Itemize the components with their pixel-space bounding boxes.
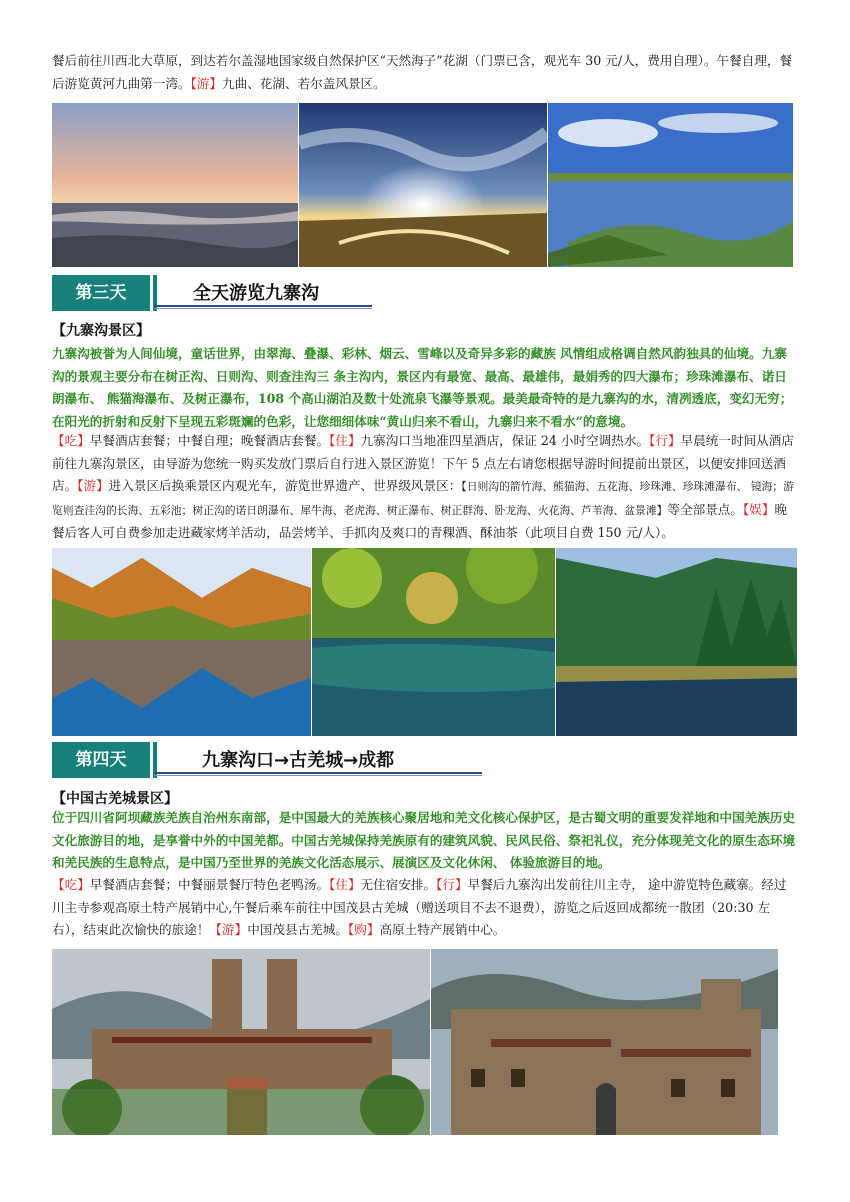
day3-go-text: 早晨统一时间从酒店前往九寨沟景区，由导游为您统一购买发放门票后自行进入景区游览！下午 5 点左右请您根据导游时间提前出景区，以便安排回送酒店。 [52,433,794,494]
day4-title-underline-thin [154,775,482,776]
day3-fun-text: 晚餐后客人可自费参加走进藏家烤羊活动，品尝烤羊、手抓肉及爽口的青稞酒、酥油茶（此项目自费 150 元/人）。 [52,501,788,541]
tag-stay: 【住】 [329,433,361,448]
day4-title: 九寨沟口→古羌城→成都 [202,750,395,771]
day3-title-underline [154,305,372,307]
day3-eat-text: 早餐酒店套餐；中餐自理；晚餐酒店套餐。 [89,433,330,448]
day3-title-underline-thin [154,308,372,309]
tag-tour: 【游】 [209,922,248,938]
tag-stay: 【住】 [329,877,361,892]
photo-flower-lake [548,103,793,267]
day4-section-label: 【中国古羌城景区】 [52,791,178,807]
day4-title-underline [154,772,482,774]
intro-tour-text: 九曲、花湖、若尔盖风景区。 [222,75,386,91]
day3-title: 全天游览九寨沟 [193,283,319,304]
day4-go-text: 早餐后九寨沟出发前往川主寺， 途中游览特色藏寨。经过川主寺参观高原土特产展销中心,午餐后乘车前往中国茂县古羌城（赠送项目不去不退费），游览之后返回成都统一散团（20:30 左右），结束此次愉快的旅途！ [52,877,787,938]
intro-paragraph [52,50,798,95]
photo-qiang-city-gate [52,949,430,1135]
day4-eat-text: 早餐酒店套餐；中餐丽景餐厅特色老鸭汤。 [89,877,330,892]
photo-jiuzhaigou-green-water [312,548,555,736]
tag-buy: 【购】 [347,922,380,938]
day4-stay-text: 无住宿安排。 [360,877,437,892]
day4-itinerary [52,874,798,942]
photo-jiuzhaigou-forest-lake [556,548,797,736]
photo-grassland-sunset [52,103,298,267]
day3-section-label: 【九寨沟景区】 [52,323,150,339]
day3-label: 第三天 [52,275,150,311]
day3-tour-text: 进入景区后换乘景区内观光车，游览世界遗产、世界级风景区： [108,478,462,494]
intro-text: 餐后前往川西北大草原，到达若尔盖湿地国家级自然保护区“天然海子”花湖（门票已含，观光车 30 元/人，费用自理）。午餐自理，餐后游览黄河九曲第一湾。 [52,53,793,91]
tag-eat: 【吃】 [52,877,90,892]
day3-description: 九寨沟被誉为人间仙境，童话世界，由翠海、叠瀑、彩林、烟云、雪峰以及奇异多彩的藏族 风情组成格调自然风韵独具的仙境。九寨沟的景观主要分布在树正沟、日则沟、则查洼沟三 条主沟内，景区内有最宽、最高、最雄伟，最娟秀的四大瀑布；珍珠滩瀑布、诺日朗瀑布、 熊猫海瀑布、及树正瀑布，108 个高山湖泊及数十处流泉飞瀑等景观。最美最奇特的是九寨沟的水，清冽透底，变幻无穷；在阳光的折射和反射下呈现五彩斑斓的色彩，让您细细体味“黄山归来不看山，九寨归来不看水”的意境。 [52,346,793,429]
day3-tour-end: 等全部景点。 [667,501,743,517]
tag-go: 【行】 [649,433,681,448]
day4-tour-text: 中国茂县古羌城。 [247,922,348,938]
photo-jiuzhaigou-autumn-lake [52,548,311,736]
tag-fun: 【娱】 [742,501,775,517]
day4-description: 位于四川省阿坝藏族羌族自治州东南部，是中国最大的羌族核心聚居地和羌文化核心保护区，是古蜀文明的重要发祥地和中国羌族历史文化旅游目的地，是享誉中外的中国羌都。中国古羌城保持羌族原有的建筑风貌、民风民俗、祭祀礼仪，充分体现羌文化的原生态环境和羌民族的生息特点，是中国乃至世界的羌族文化活态展示、展演区及文化休闲、 体验旅游目的地。 [52,810,796,871]
day3-stay-text: 九寨沟口当地准四星酒店，保证 24 小时空调热水。 [360,433,650,448]
tag-eat: 【吃】 [52,433,90,448]
day4-label: 第四天 [52,742,150,778]
tag-tour: 【游】 [190,75,223,91]
day3-tour-spots: 【日则沟的箭竹海、熊猫海、五花海、珍珠滩、珍珠滩瀑布、 镜海；游览则查洼沟的长海、五彩池；树正沟的诺日朗瀑布、犀牛海、老虎海、树正瀑布、树正群海、卧龙海、火花海、芦苇海、盆景滩】 [52,480,795,517]
photo-sunset-meadow [299,103,547,267]
tag-tour: 【游】 [77,478,109,494]
day3-itinerary [52,430,798,545]
day4-buy-text: 高原土特产展销中心。 [379,922,506,938]
photo-qiang-city-buildings [431,949,778,1135]
tag-go: 【行】 [436,877,468,892]
